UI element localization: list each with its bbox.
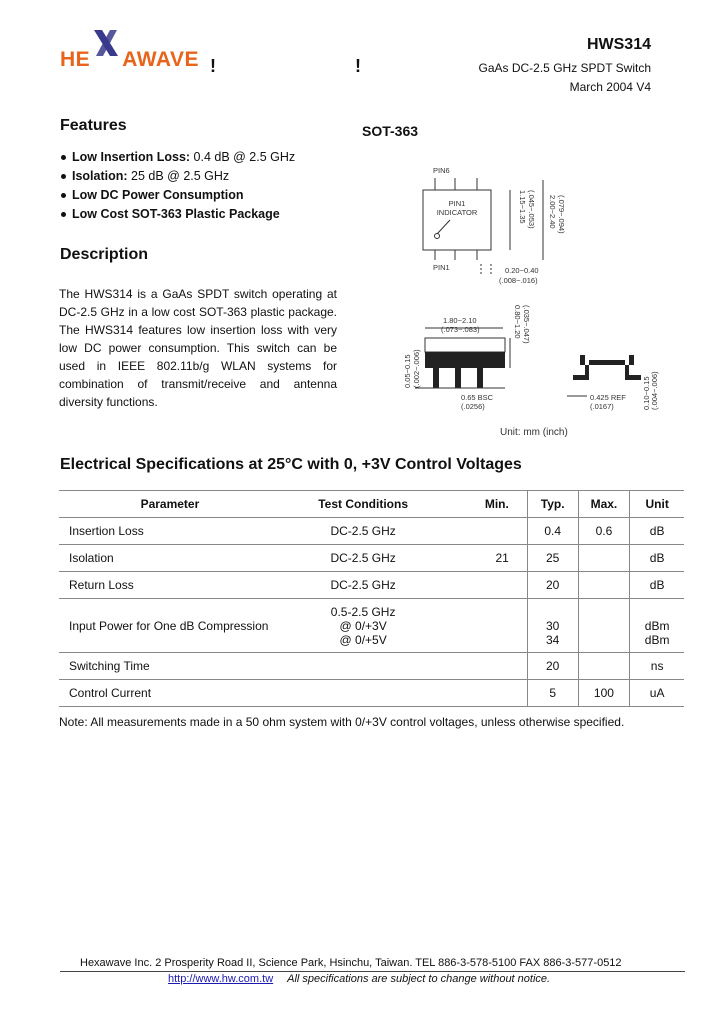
- svg-text:(.073~.083): (.073~.083): [441, 325, 480, 334]
- svg-text:0.80~1.20: 0.80~1.20: [513, 305, 522, 339]
- table-row: Return Loss DC-2.5 GHz 20 dB: [59, 572, 684, 599]
- description-heading: Description: [60, 246, 149, 263]
- svg-text:(.0256): (.0256): [461, 402, 485, 411]
- table-row: Isolation DC-2.5 GHz 21 25 dB: [59, 545, 684, 572]
- table-row: Control Current 5 100 uA: [59, 680, 684, 707]
- footer-address: Hexawave Inc. 2 Prosperity Road II, Science Park, Hsinchu, Taiwan. TEL 886-3-578-5100 FAX 886-3-577-0512: [80, 957, 622, 969]
- svg-text:0.20~0.40: 0.20~0.40: [505, 266, 539, 275]
- header-mark-2: !: [355, 56, 361, 76]
- pin1-indicator-label: PIN1: [448, 199, 466, 208]
- svg-text:0.10~0.15: 0.10~0.15: [642, 376, 651, 410]
- svg-text:2.00~2.40: 2.00~2.40: [548, 195, 557, 229]
- feature-item: Low Insertion Loss: 0.4 dB @ 2.5 GHz: [60, 148, 295, 167]
- website-link[interactable]: http://www.hw.com.tw: [168, 973, 274, 985]
- logo-text-left: HE: [60, 48, 91, 71]
- svg-text:(.045~.053): (.045~.053): [527, 190, 536, 229]
- header-mark-1: !: [210, 56, 216, 76]
- description-text: The HWS314 is a GaAs SPDT switch operating at DC-2.5 GHz in a low cost SOT-363 plastic package. The HWS314 features low insertion loss with very low DC power consumption. This switch can be used in IEEE 802.11b/g WLAN systems for combination of transmit/receive and antenna diversity functions.: [59, 287, 337, 409]
- svg-text:0.05~0.15: 0.05~0.15: [403, 354, 412, 388]
- svg-text:(.035~.047): (.035~.047): [522, 305, 531, 344]
- svg-text:0.65 BSC: 0.65 BSC: [461, 393, 494, 402]
- footer-divider: [60, 971, 685, 972]
- features-heading: Features: [60, 117, 127, 134]
- table-header-row: [59, 491, 684, 518]
- feature-item: Low Cost SOT-363 Plastic Package: [60, 205, 295, 224]
- spec-table: [59, 490, 684, 707]
- svg-text:INDICATOR: INDICATOR: [436, 208, 478, 217]
- svg-text:(.002~.006): (.002~.006): [412, 349, 421, 388]
- package-outline-drawing: [395, 160, 659, 445]
- col-max: Max.: [578, 491, 630, 518]
- svg-text:1.15~1.35: 1.15~1.35: [518, 190, 527, 224]
- logo-x-mark: [90, 48, 122, 72]
- svg-text:(.079~.094): (.079~.094): [557, 195, 566, 234]
- col-test-conditions: Test Conditions: [281, 491, 446, 518]
- pin6-label: PIN6: [433, 166, 450, 175]
- revision-date: March 2004 V4: [569, 80, 651, 94]
- svg-text:(.008~.016): (.008~.016): [499, 276, 538, 285]
- col-min: Min.: [445, 491, 527, 518]
- pin1-label: PIN1: [433, 263, 450, 272]
- svg-text:1.80~2.10: 1.80~2.10: [443, 316, 477, 325]
- table-row: Switching Time 20 ns: [59, 653, 684, 680]
- footer-links: [168, 973, 550, 985]
- part-number: HWS314: [586, 36, 651, 53]
- package-title: SOT-363: [362, 123, 419, 139]
- svg-text:0.425 REF: 0.425 REF: [590, 393, 626, 402]
- footer-disclaimer: All specifications are subject to change without notice.: [287, 973, 551, 985]
- table-row: Input Power for One dB Compression 0.5-2.5 GHz @ 0/+3V @ 0/+5V 30 34 dBm dBm: [59, 599, 684, 653]
- col-typ: Typ.: [527, 491, 578, 518]
- col-unit: Unit: [630, 491, 684, 518]
- company-logo: [60, 48, 199, 72]
- svg-text:(.004~.006): (.004~.006): [650, 371, 659, 410]
- col-parameter: Parameter: [59, 491, 281, 518]
- feature-item: Low DC Power Consumption: [60, 186, 295, 205]
- table-row: Insertion Loss DC-2.5 GHz 0.4 0.6 dB: [59, 518, 684, 545]
- units-label: Unit: mm (inch): [500, 427, 568, 438]
- spec-heading: Electrical Specifications at 25°C with 0, +3V Control Voltages: [60, 456, 522, 473]
- logo-text-right: AWAVE: [122, 48, 199, 71]
- product-subtitle: GaAs DC-2.5 GHz SPDT Switch: [478, 61, 651, 75]
- spec-note: Note: All measurements made in a 50 ohm system with 0/+3V control voltages, unless otherwise specified.: [59, 715, 625, 729]
- svg-text:(.0167): (.0167): [590, 402, 614, 411]
- feature-item: Isolation: 25 dB @ 2.5 GHz: [60, 167, 295, 186]
- features-list: [60, 148, 295, 224]
